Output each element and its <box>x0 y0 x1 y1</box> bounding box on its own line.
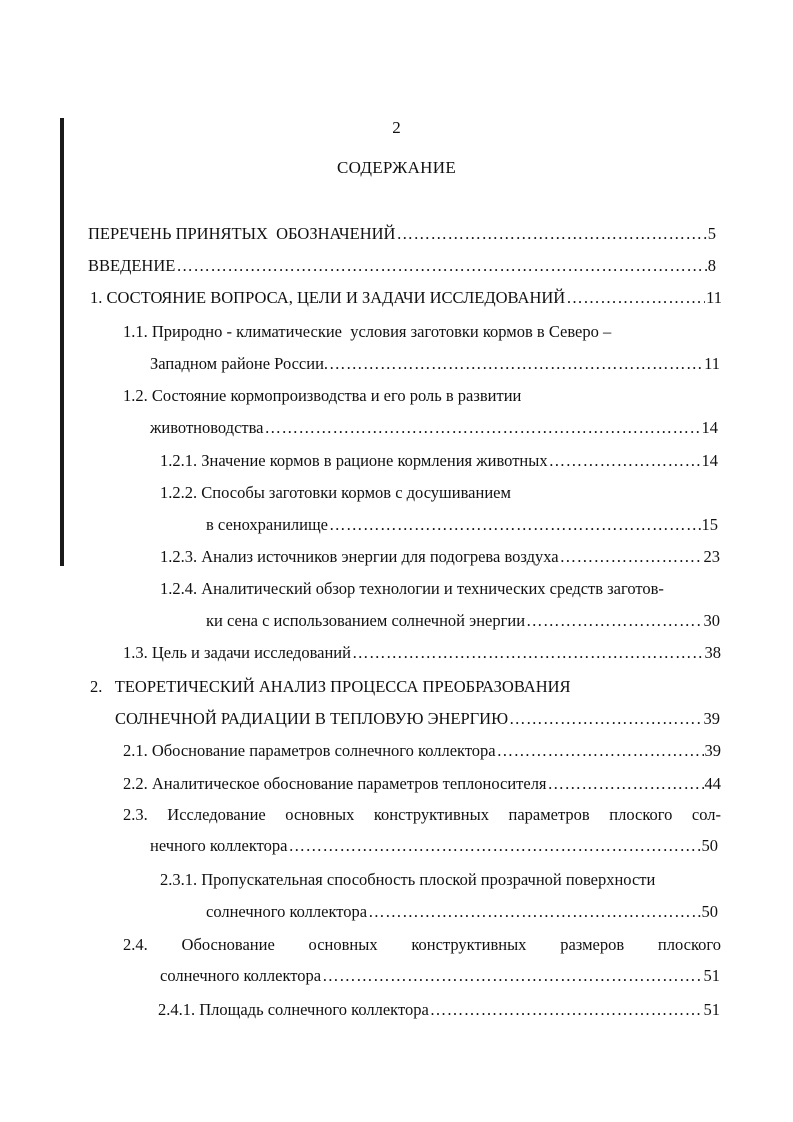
toc-leader-dots <box>509 709 702 729</box>
toc-entry-2-4-1[interactable] <box>158 1000 720 1020</box>
toc-leader-dots <box>430 1000 703 1020</box>
toc-entry-1-2-2-line-2[interactable] <box>206 515 718 535</box>
toc-entry-2-3-1-line-1[interactable] <box>160 870 724 890</box>
toc-entry-text: 1.2. Состояние кормопроизводства и его роль в развитии <box>123 386 522 405</box>
toc-leader-dots <box>368 902 700 922</box>
toc-leader-dots <box>526 611 702 631</box>
toc-entry-text: в сенохранилище <box>206 515 329 534</box>
toc-leader-dots <box>549 451 701 471</box>
toc-entry-text: 1.3. Цель и задачи исследований <box>123 643 351 662</box>
toc-entry-1-2-4-line-2[interactable] <box>206 611 720 631</box>
toc-entry-page: 50 <box>701 836 718 855</box>
toc-entry-text: солнечного коллектора <box>160 966 322 985</box>
toc-entry-text: 2.2. Аналитическое обоснование параметров теплоносителя <box>123 774 547 793</box>
toc-entry-text: 1.2.4. Аналитический обзор технологии и технических средств заготов- <box>160 579 664 598</box>
toc-entry-page: 14 <box>701 451 718 470</box>
toc-entry-1-2-1[interactable] <box>160 451 718 471</box>
toc-entry-1-2-3[interactable] <box>160 547 720 567</box>
toc-leader-dots <box>352 643 704 663</box>
toc-entry-text: 1.2.3. Анализ источников энергии для подогрева воздуха <box>160 547 559 566</box>
toc-entry-text: ПЕРЕЧЕНЬ ПРИНЯТЫХ ОБОЗНАЧЕНИЙ <box>88 224 396 243</box>
toc-entry-text: 2.3.1. Пропускательная способность плоской прозрачной поверхности <box>160 870 656 889</box>
toc-entry-text: ВВЕДЕНИЕ <box>88 256 176 275</box>
toc-entry-text: 2. ТЕОРЕТИЧЕСКИЙ АНАЛИЗ ПРОЦЕССА ПРЕОБРАЗОВАНИЯ <box>90 677 571 696</box>
toc-entry-page: 23 <box>703 547 720 566</box>
toc-entry-text: 2.1. Обоснование параметров солнечного коллектора <box>123 741 496 760</box>
toc-entry-text: 2.3. Исследование основных конструктивных параметров плоского сол- <box>123 805 721 824</box>
toc-entry-text: 2.4.1. Площадь солнечного коллектора <box>158 1000 429 1019</box>
toc-entry-1-1-line-2[interactable] <box>150 354 720 374</box>
page-number: 2 <box>392 118 401 137</box>
toc-entry-text: 2.4. Обоснование основных конструктивных размеров плоского <box>123 935 721 954</box>
toc-entry-1-2-line-1[interactable] <box>123 386 723 406</box>
toc-entry-1-2-4-line-1[interactable] <box>160 579 724 599</box>
toc-entry-chapter-1[interactable] <box>90 288 722 308</box>
toc-entry-text: солнечного коллектора <box>206 902 368 921</box>
toc-leader-dots <box>497 741 704 761</box>
toc-entry-2-3-line-2[interactable] <box>150 836 718 856</box>
toc-leader-dots <box>566 288 705 308</box>
toc-entry-page: 15 <box>701 515 718 534</box>
toc-leader-dots <box>322 966 702 986</box>
page-title: СОДЕРЖАНИЕ <box>336 158 457 177</box>
toc-entry-page: 51 <box>703 1000 720 1019</box>
toc-entry-text: ки сена с использованием солнечной энергии <box>206 611 526 630</box>
toc-entry-text: 1. СОСТОЯНИЕ ВОПРОСА, ЦЕЛИ И ЗАДАЧИ ИССЛЕДОВАНИЙ <box>90 288 566 307</box>
toc-entry-page: 14 <box>701 418 718 437</box>
toc-leader-dots <box>329 515 700 535</box>
toc-entry-text: Западном районе России. <box>150 354 329 373</box>
toc-entry-page: 39 <box>704 741 721 760</box>
toc-entry-text: животноводства <box>150 418 264 437</box>
toc-leader-dots <box>265 418 701 438</box>
toc-entry-1-3[interactable] <box>123 643 721 663</box>
toc-entry-page: 8 <box>707 256 716 275</box>
toc-entry-2-1[interactable] <box>123 741 721 761</box>
toc-entry-2-3-1-line-2[interactable] <box>206 902 718 922</box>
toc-leader-dots <box>560 547 703 567</box>
toc-entry-page: 50 <box>701 902 718 921</box>
toc-entry-page: 44 <box>704 774 721 793</box>
toc-entry-1-2-2-line-1[interactable] <box>160 483 720 503</box>
toc-leader-dots <box>548 774 704 794</box>
toc-entry-2-4-line-1[interactable] <box>123 935 721 955</box>
toc-entry-text: 1.2.1. Значение кормов в рационе кормления животных <box>160 451 548 470</box>
toc-entry-2-3-line-1[interactable] <box>123 805 721 825</box>
toc-entry-chapter-2-line-1[interactable] <box>90 677 690 697</box>
toc-entry-page: 11 <box>706 288 722 307</box>
toc-entry-abbreviations[interactable] <box>88 224 716 244</box>
toc-entry-text: 1.1. Природно - климатические условия заготовки кормов в Северо – <box>123 322 612 341</box>
toc-entry-introduction[interactable] <box>88 256 716 276</box>
toc-entry-chapter-2-line-2[interactable] <box>115 709 720 729</box>
scan-margin-bar <box>60 118 64 566</box>
toc-entry-1-2-line-2[interactable] <box>150 418 718 438</box>
toc-leader-dots <box>176 256 706 276</box>
toc-leader-dots <box>288 836 700 856</box>
toc-entry-page: 30 <box>703 611 720 630</box>
toc-entry-page: 39 <box>703 709 720 728</box>
toc-entry-page: 5 <box>707 224 716 243</box>
toc-entry-2-2[interactable] <box>123 774 721 794</box>
toc-entry-text: СОЛНЕЧНОЙ РАДИАЦИИ В ТЕПЛОВУЮ ЭНЕРГИЮ <box>115 709 509 728</box>
toc-leader-dots <box>396 224 706 244</box>
toc-entry-page: 38 <box>704 643 721 662</box>
toc-entry-text: 1.2.2. Способы заготовки кормов с досушиванием <box>160 483 511 502</box>
toc-entry-page: 51 <box>703 966 720 985</box>
toc-entry-1-1-line-1[interactable] <box>123 322 723 342</box>
toc-leader-dots <box>329 354 703 374</box>
toc-entry-page: 11 <box>704 354 720 373</box>
toc-entry-2-4-line-2[interactable] <box>160 966 720 986</box>
toc-entry-text: нечного коллектора <box>150 836 288 855</box>
